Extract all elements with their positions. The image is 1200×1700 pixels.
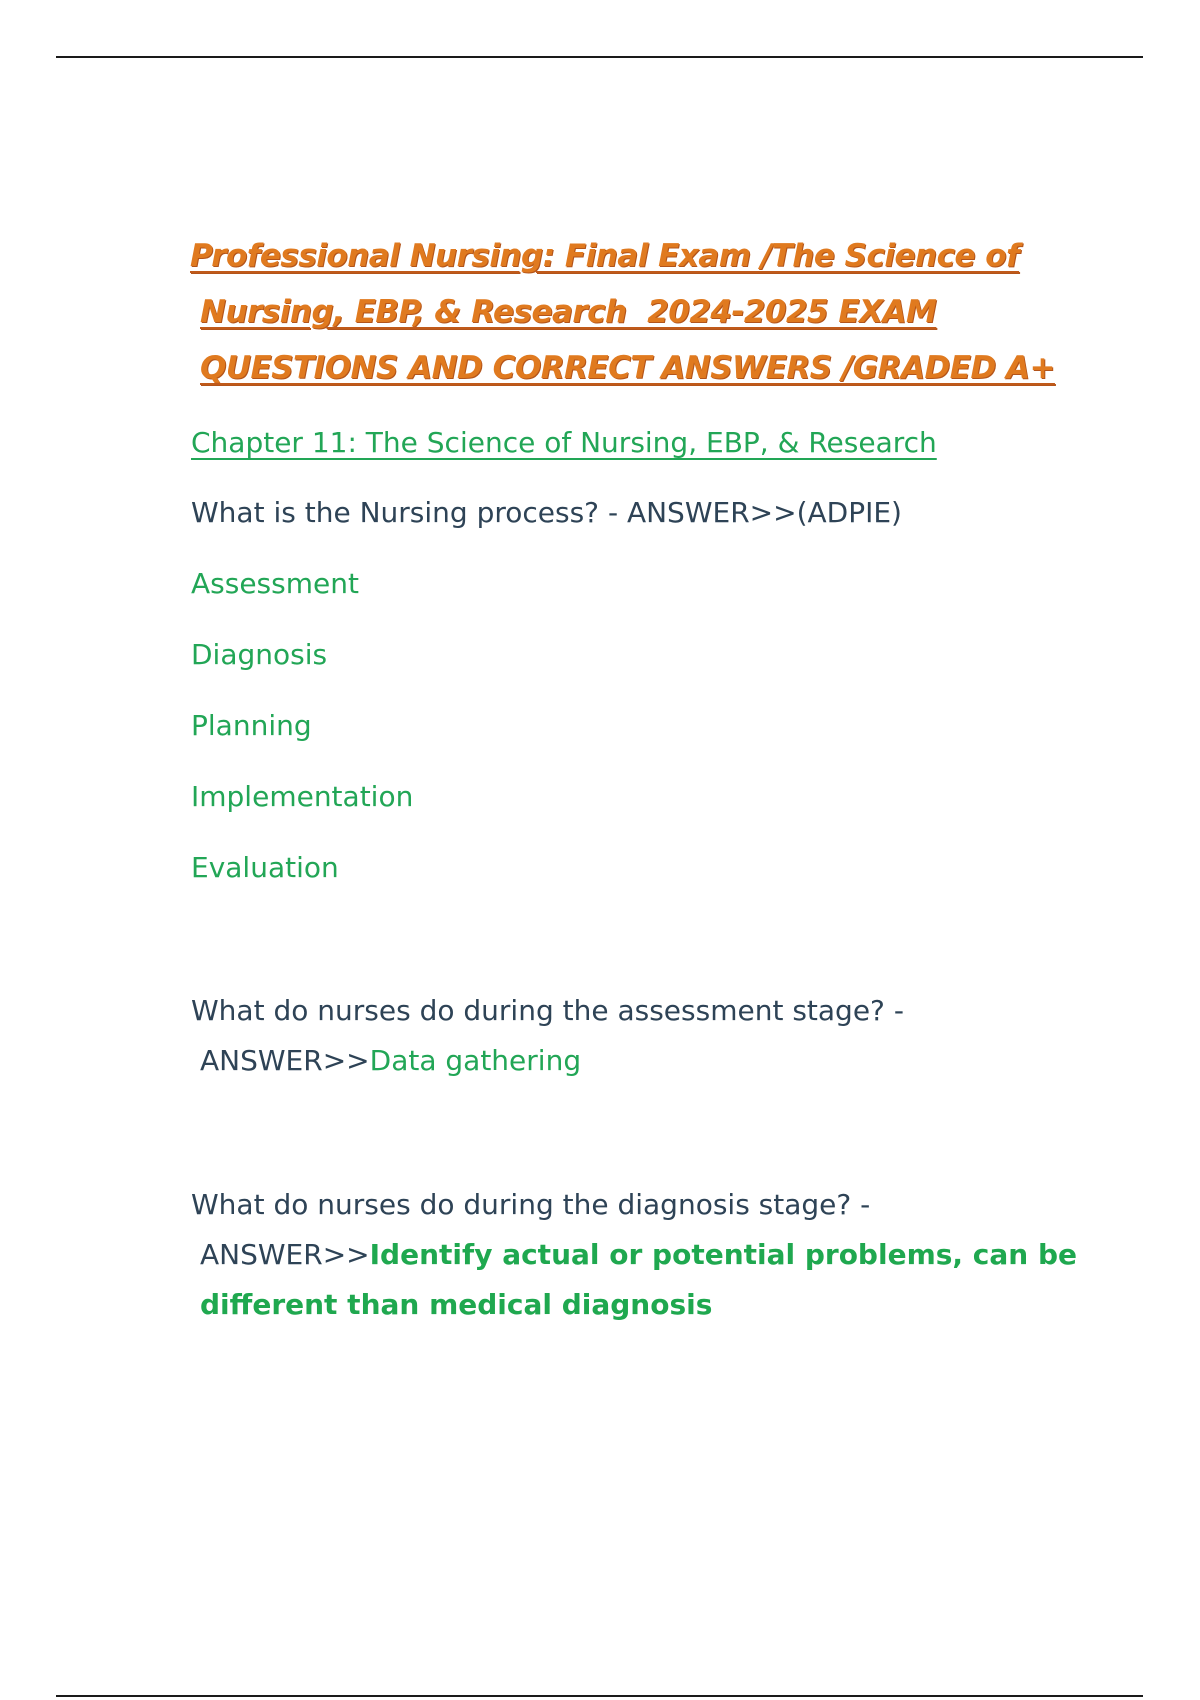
chapter-heading: Chapter 11: The Science of Nursing, EBP, & Research: [191, 426, 937, 459]
title-line-2: Nursing, EBP, & Research 2024-2025 EXAM: [200, 294, 937, 330]
document-title: [190, 228, 1090, 396]
question-text: What do nurses do during the diagnosis stage? -: [191, 1188, 871, 1221]
question-text: What do nurses do during the assessment stage? -: [191, 994, 904, 1027]
answer-item-implementation: Implementation: [191, 780, 414, 813]
answer-line: [191, 1036, 1071, 1086]
title-line-1: Professional Nursing: Final Exam /The Science of: [190, 238, 1020, 274]
answer-text: Data gathering: [369, 1044, 582, 1077]
question-assessment-stage: [191, 986, 1071, 1086]
title-line-3: QUESTIONS AND CORRECT ANSWERS /GRADED A+: [200, 350, 1055, 386]
answer-prefix: ANSWER>>: [200, 1044, 370, 1077]
top-rule: [56, 56, 1143, 58]
bottom-rule: [56, 1695, 1143, 1697]
answer-item-planning: Planning: [191, 709, 312, 742]
question-nursing-process: What is the Nursing process? - ANSWER>>(ADPIE): [191, 496, 902, 529]
answer-item-diagnosis: Diagnosis: [191, 638, 328, 671]
answer-line: [191, 1230, 1077, 1280]
answer-item-assessment: Assessment: [191, 567, 359, 600]
answer-prefix: ANSWER>>: [200, 1238, 370, 1271]
question-diagnosis-stage: [191, 1180, 1077, 1330]
answer-text: Identify actual or potential problems, can be: [369, 1238, 1077, 1271]
answer-item-evaluation: Evaluation: [191, 851, 339, 884]
answer-text-continued: different than medical diagnosis: [200, 1288, 713, 1321]
